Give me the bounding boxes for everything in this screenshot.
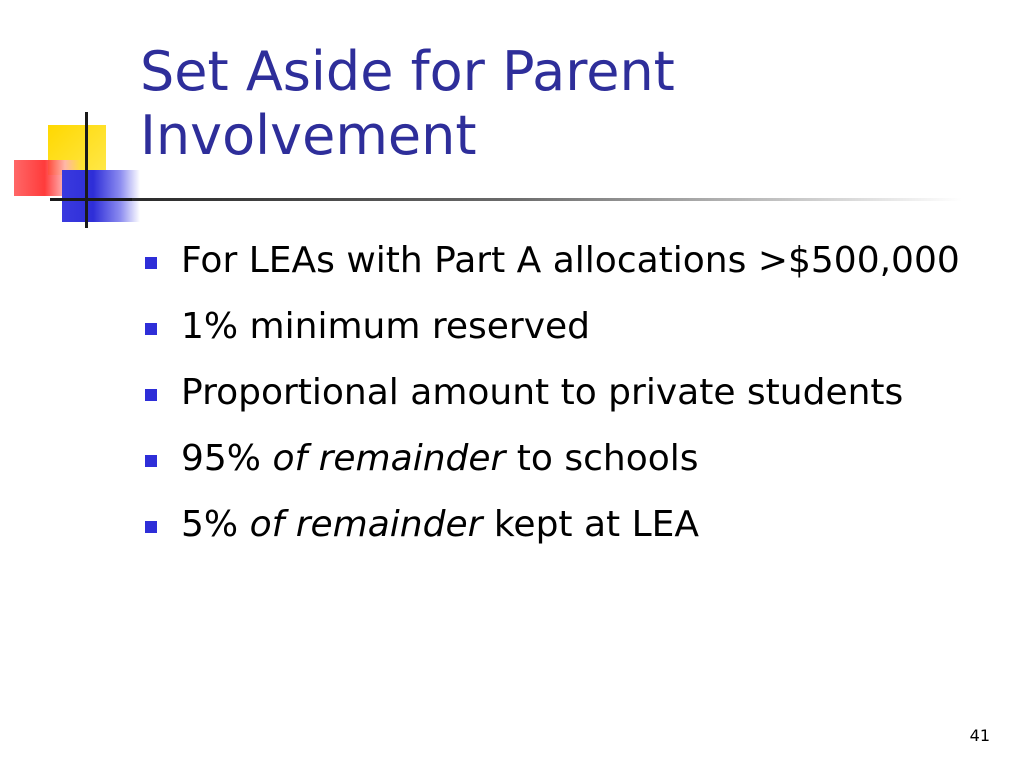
- bullet-text-suffix: to schools: [505, 438, 699, 479]
- bullet-list: [145, 236, 1005, 566]
- logo-horizontal-line: [50, 198, 140, 201]
- page-number: 41: [969, 726, 990, 745]
- title-rule: [132, 198, 962, 201]
- bullet-text: Proportional amount to private students: [181, 372, 904, 413]
- bullet-item: [145, 434, 1005, 484]
- bullet-square-icon: [145, 257, 157, 269]
- bullet-text-prefix: 95%: [181, 438, 273, 479]
- slide-title: Set Aside for Parent Involvement: [140, 40, 675, 167]
- bullet-item: [145, 236, 1005, 286]
- logo-blue-square: [62, 170, 140, 222]
- bullet-text-emphasis: of remainder: [249, 504, 483, 545]
- bullet-item: [145, 500, 1005, 550]
- bullet-text-prefix: 5%: [181, 504, 250, 545]
- bullet-square-icon: [145, 323, 157, 335]
- bullet-item: [145, 302, 1005, 352]
- decorative-logo: [0, 0, 140, 240]
- bullet-text: 1% minimum reserved: [181, 306, 591, 347]
- bullet-item: [145, 368, 1005, 418]
- bullet-text-suffix: kept at LEA: [482, 504, 700, 545]
- bullet-square-icon: [145, 455, 157, 467]
- bullet-text: For LEAs with Part A allocations >$500,000: [181, 240, 960, 281]
- bullet-square-icon: [145, 389, 157, 401]
- bullet-square-icon: [145, 521, 157, 533]
- bullet-text-emphasis: of remainder: [272, 438, 506, 479]
- logo-vertical-line: [85, 112, 88, 228]
